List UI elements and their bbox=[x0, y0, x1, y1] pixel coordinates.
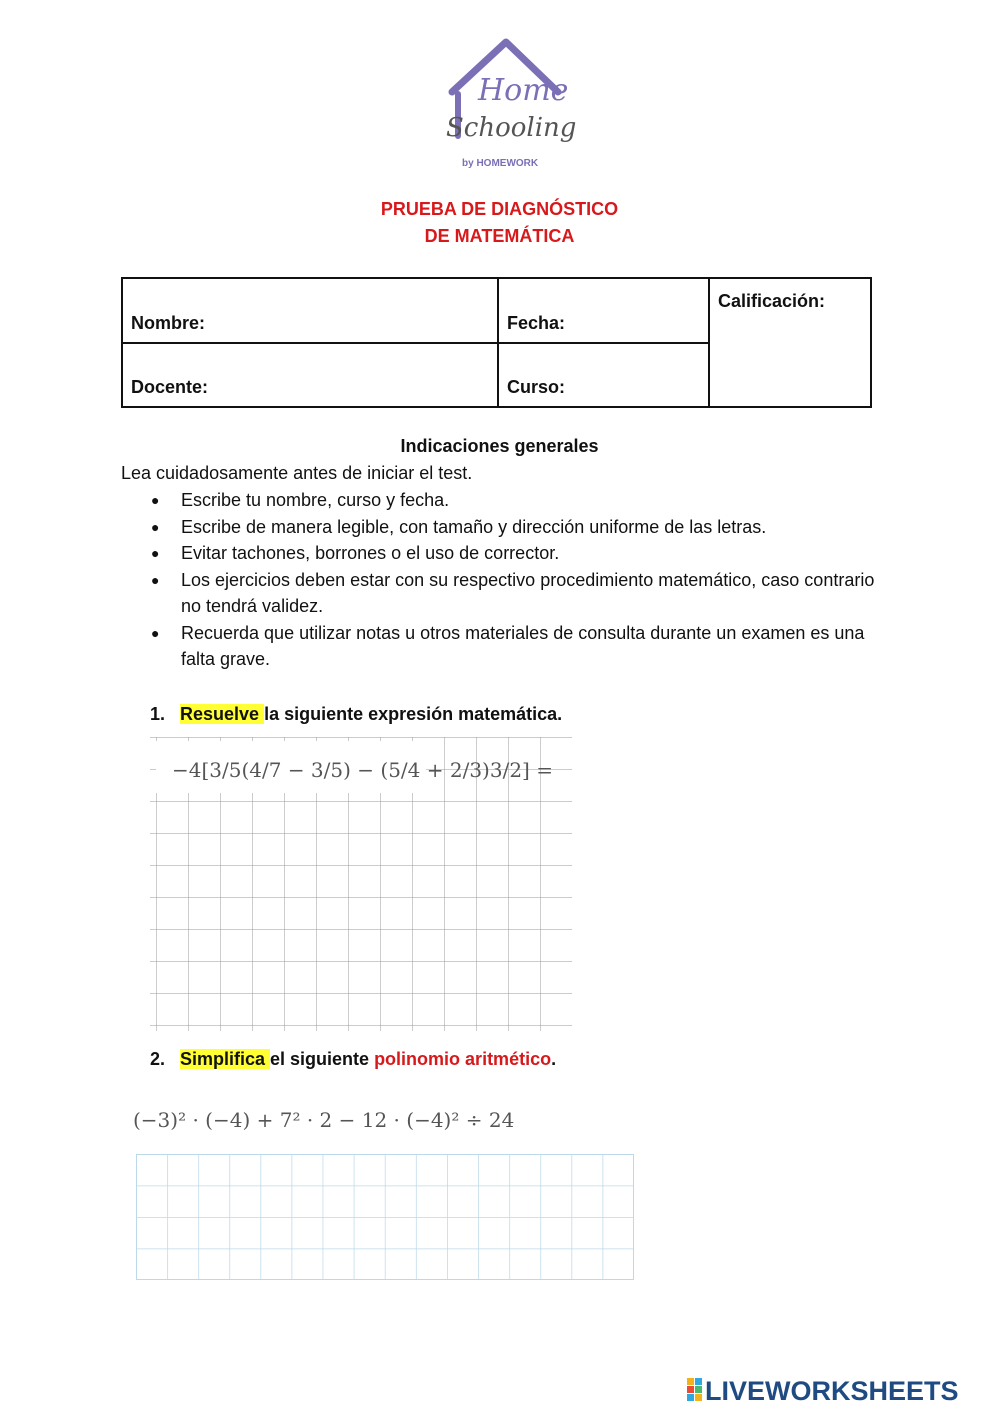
list-item: ● Escribe tu nombre, curso y fecha. bbox=[121, 487, 891, 514]
svg-text:LIVEWORKSHEETS: LIVEWORKSHEETS bbox=[705, 1376, 959, 1406]
question-2-verb: Simplifica bbox=[180, 1049, 271, 1069]
instructions-list bbox=[121, 487, 891, 673]
grade-field[interactable]: Calificación: bbox=[709, 278, 871, 407]
student-info-table bbox=[121, 277, 872, 408]
svg-text:Home: Home bbox=[478, 73, 569, 108]
list-item: ● Los ejercicios deben estar con su respectivo procedimiento matemático, caso contrario no tendrá validez. bbox=[121, 567, 891, 620]
answer-grid-1[interactable] bbox=[150, 737, 572, 1031]
homeschooling-logo bbox=[438, 36, 578, 176]
exam-title-line1: PRUEBA DE DIAGNÓSTICO bbox=[380, 199, 619, 219]
liveworksheets-watermark bbox=[687, 1372, 987, 1411]
instructions-heading: Indicaciones generales bbox=[400, 436, 599, 456]
expression-2: (−3)² · (−4) + 7² · 2 − 12 · (−4)² ÷ 24 bbox=[133, 1108, 515, 1132]
answer-grid-2[interactable] bbox=[136, 1154, 634, 1280]
expression-1: −4[3/5(4/7 − 3/5) − (5/4 + 2/3)3/2] = bbox=[172, 758, 553, 782]
question-2-highlight: polinomio aritmético bbox=[374, 1049, 552, 1069]
teacher-field[interactable]: Docente: bbox=[122, 343, 498, 407]
question-1-verb: Resuelve bbox=[180, 704, 265, 724]
list-item: ● Escribe de manera legible, con tamaño y dirección uniforme de las letras. bbox=[121, 514, 891, 541]
instructions-intro: Lea cuidadosamente antes de iniciar el test. bbox=[121, 463, 473, 483]
course-field[interactable]: Curso: bbox=[498, 343, 709, 407]
date-field[interactable]: Fecha: bbox=[498, 278, 709, 343]
exam-title-line2: DE MATEMÁTICA bbox=[424, 226, 575, 246]
list-item: ● Evitar tachones, borrones o el uso de corrector. bbox=[121, 540, 891, 567]
question-2: 2. Simplifica el siguiente polinomio aritmético. bbox=[150, 1049, 557, 1069]
svg-text:Schooling: Schooling bbox=[446, 113, 577, 143]
svg-text:by HOMEWORK: by HOMEWORK bbox=[462, 158, 539, 169]
question-1: 1. Resuelve la siguiente expresión matemática. bbox=[150, 704, 563, 724]
name-field[interactable]: Nombre: bbox=[122, 278, 498, 343]
list-item: ● Recuerda que utilizar notas u otros materiales de consulta durante un examen es una falta grave. bbox=[121, 620, 891, 673]
